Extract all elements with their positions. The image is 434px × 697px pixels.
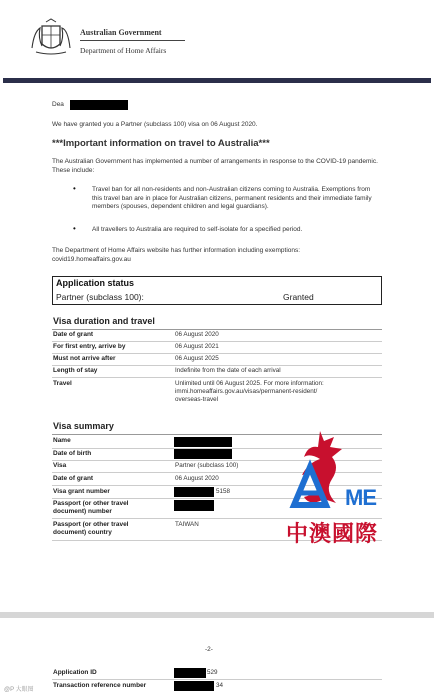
duration-value: 06 August 2020 — [175, 331, 219, 338]
application-id-label: Application ID — [53, 669, 97, 676]
summary-key: Passport (or other travel — [53, 521, 129, 528]
duration-key: Travel — [53, 380, 72, 387]
letter-page-2 — [0, 618, 434, 697]
travel-link[interactable]: immi.homeaffairs.gov.au/visas/permanent-resident/ — [175, 388, 318, 395]
row-divider — [52, 365, 382, 366]
row-divider — [52, 353, 382, 354]
redacted-dob — [174, 449, 232, 459]
duration-key: Must not arrive after — [53, 355, 116, 362]
redacted-name — [70, 100, 128, 110]
ame-watermark — [280, 427, 415, 552]
summary-key: Date of grant — [53, 475, 94, 482]
application-id-suffix: 529 — [207, 669, 218, 676]
intro-paragraph: The Australian Government has implemented a number of arrangements in response to the COVID-19 pandemic. These include: — [52, 158, 378, 174]
page-number: -2- — [205, 646, 213, 653]
status-label: Partner (subclass 100): — [56, 292, 144, 302]
header-divider — [80, 40, 185, 41]
duration-key: Length of stay — [53, 367, 98, 374]
summary-value: Partner (subclass 100) — [175, 462, 239, 469]
website-url[interactable]: covid19.homeaffairs.gov.au — [52, 256, 131, 263]
header-band — [3, 78, 431, 83]
coat-of-arms-icon — [28, 18, 74, 58]
bullet-travel-ban: Travel ban for all non-residents and non-Australian citizens coming to Australia. Exemptions from this travel ban are in place for Australian citizens, permanent residents and their immediate family members (spouses, dependent children and legal guardians). — [92, 186, 372, 210]
summary-key: Date of birth — [53, 450, 92, 457]
grant-line: We have granted you a Partner (subclass 100) visa on 06 August 2020. — [52, 121, 258, 128]
redacted-application-id — [174, 668, 206, 678]
status-value: Granted — [283, 292, 314, 302]
summary-key: Visa grant number — [53, 488, 110, 495]
bullet-dot: • — [73, 224, 76, 233]
summary-key: document) number — [53, 508, 112, 515]
important-heading: ***Important information on travel to Australia*** — [52, 138, 270, 149]
duration-key: Date of grant — [53, 331, 94, 338]
visa-summary-title: Visa summary — [53, 421, 114, 431]
duration-value: 06 August 2025 — [175, 355, 219, 362]
section-divider — [52, 329, 382, 330]
duration-key: For first entry, arrive by — [53, 343, 126, 350]
salutation: Dea — [52, 101, 64, 108]
duration-value: Indefinite from the date of each arrival — [175, 367, 281, 374]
transaction-reference-label: Transaction reference number — [53, 682, 147, 689]
duration-value: Unlimited until 06 August 2025. For more information: — [175, 380, 324, 387]
row-divider — [52, 377, 382, 378]
redacted-grant-number — [174, 487, 214, 497]
bullet-self-isolate: All travellers to Australia are required to self-isolate for a specified period. — [92, 226, 303, 233]
duration-value: 06 August 2021 — [175, 343, 219, 350]
corner-watermark: @P 大眼图 — [4, 687, 34, 693]
watermark-chinese: 中澳國際 — [286, 522, 379, 547]
application-status-box — [52, 276, 382, 305]
transaction-reference-suffix: 34 — [216, 682, 224, 689]
summary-key: Name — [53, 437, 71, 444]
travel-link-cont[interactable]: overseas-travel — [175, 396, 219, 403]
row-divider — [52, 341, 382, 342]
summary-key: Visa — [53, 462, 67, 469]
redacted-passport-number — [174, 500, 214, 511]
website-line: The Department of Home Affairs website has further information including exemptions: — [52, 247, 301, 254]
row-divider — [52, 679, 382, 680]
redacted-name — [174, 437, 232, 447]
status-title: Application status — [56, 278, 135, 288]
summary-key: Passport (or other travel — [53, 500, 129, 507]
grant-number-suffix: 5158 — [216, 488, 231, 495]
government-title: Australian Government — [80, 28, 162, 37]
visa-duration-title: Visa duration and travel — [53, 316, 155, 326]
department-name: Department of Home Affairs — [80, 46, 167, 55]
bullet-dot: • — [73, 184, 76, 193]
summary-value: TAIWAN — [175, 521, 199, 528]
summary-value: 06 August 2020 — [175, 475, 219, 482]
summary-key: document) country — [53, 529, 112, 536]
watermark-letters: ME — [345, 485, 376, 510]
redacted-transaction-reference — [174, 681, 214, 691]
